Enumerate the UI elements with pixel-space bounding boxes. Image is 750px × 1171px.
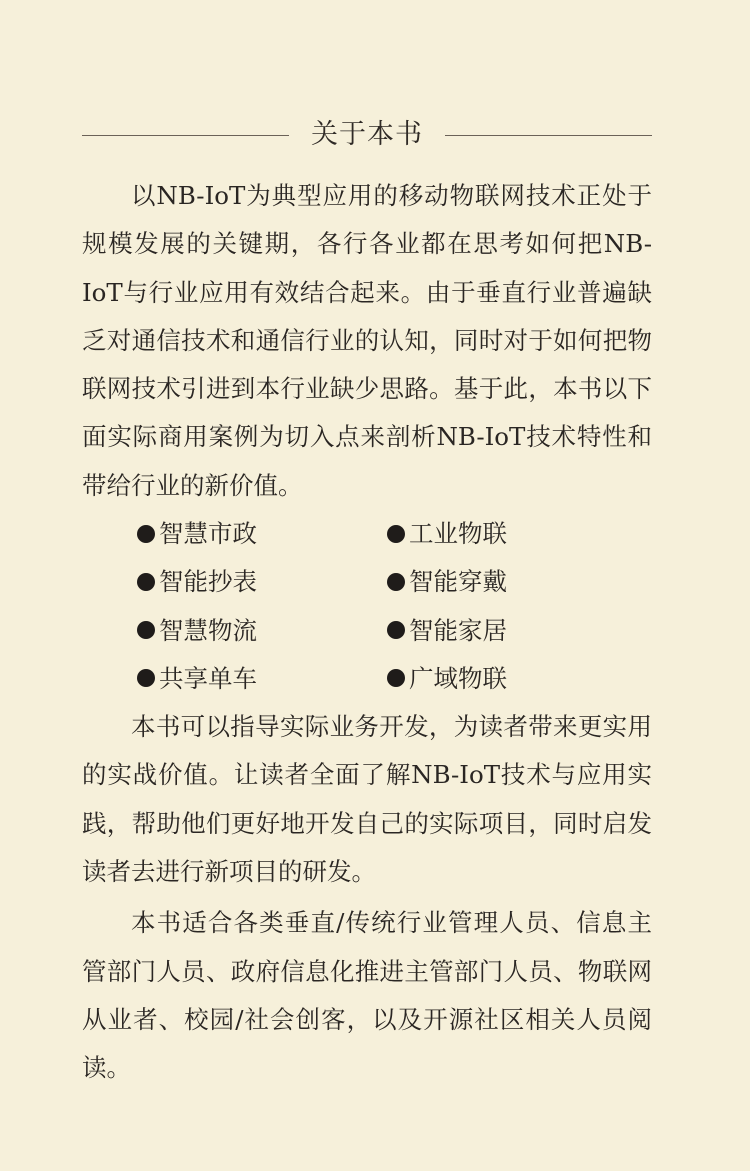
value-line: 本书可以指导实际业务开发，为读者带来更实用 — [131, 712, 652, 742]
list-item: 共享单车 — [137, 655, 257, 703]
list-item: 智慧物流 — [137, 607, 257, 655]
list-item: 智能抄表 — [137, 558, 257, 606]
list-item: 智能家居 — [387, 607, 507, 655]
list-item: 工业物联 — [387, 510, 507, 558]
heading-rule-left — [82, 135, 289, 136]
value-line: 的实战价值。让读者全面了解NB-IoT技术与应用实 — [82, 760, 652, 790]
list-item: 智能穿戴 — [387, 558, 507, 606]
value-line: 读者去进行新项目的研发。 — [82, 856, 376, 886]
audience-line: 读。 — [82, 1053, 131, 1083]
section-heading — [82, 113, 652, 157]
list-item: 广域物联 — [387, 655, 507, 703]
intro-line: 以NB-IoT为典型应用的移动物联网技术正处于 — [131, 181, 652, 210]
heading-rule-right — [445, 135, 652, 136]
intro-line: IoT与行业应用有效结合起来。由于垂直行业普遍缺 — [82, 277, 652, 307]
bullet-dot-icon — [137, 573, 155, 591]
audience-line: 本书适合各类垂直/传统行业管理人员、信息主 — [131, 908, 652, 938]
value-line: 践，帮助他们更好地开发自己的实际项目，同时启发 — [82, 808, 652, 838]
intro-line: 规模发展的关键期，各行各业都在思考如何把NB- — [82, 229, 652, 259]
intro-line: 乏对通信技术和通信行业的认知，同时对于如何把物 — [82, 325, 652, 355]
application-list — [82, 510, 652, 703]
intro-line: 联网技术引进到本行业缺少思路。基于此，本书以下 — [82, 374, 652, 404]
book-description — [82, 172, 652, 1092]
bullet-dot-icon — [387, 621, 405, 639]
audience-line: 从业者、校园/社会创客，以及开源社区相关人员阅 — [82, 1004, 652, 1034]
bullet-dot-icon — [137, 669, 155, 687]
intro-line: 面实际商用案例为切入点来剖析NB-IoT技术特性和 — [82, 422, 652, 452]
section-title: 关于本书 — [311, 119, 423, 150]
audience-line: 管部门人员、政府信息化推进主管部门人员、物联网 — [82, 956, 652, 986]
value-paragraph — [82, 703, 652, 896]
intro-paragraph — [82, 172, 652, 510]
bullet-dot-icon — [387, 525, 405, 543]
bullet-dot-icon — [137, 621, 155, 639]
audience-paragraph — [82, 899, 652, 1092]
bullet-dot-icon — [137, 525, 155, 543]
bullet-dot-icon — [387, 573, 405, 591]
intro-line: 带给行业的新价值。 — [82, 470, 303, 500]
bullet-dot-icon — [387, 669, 405, 687]
list-item: 智慧市政 — [137, 510, 257, 558]
